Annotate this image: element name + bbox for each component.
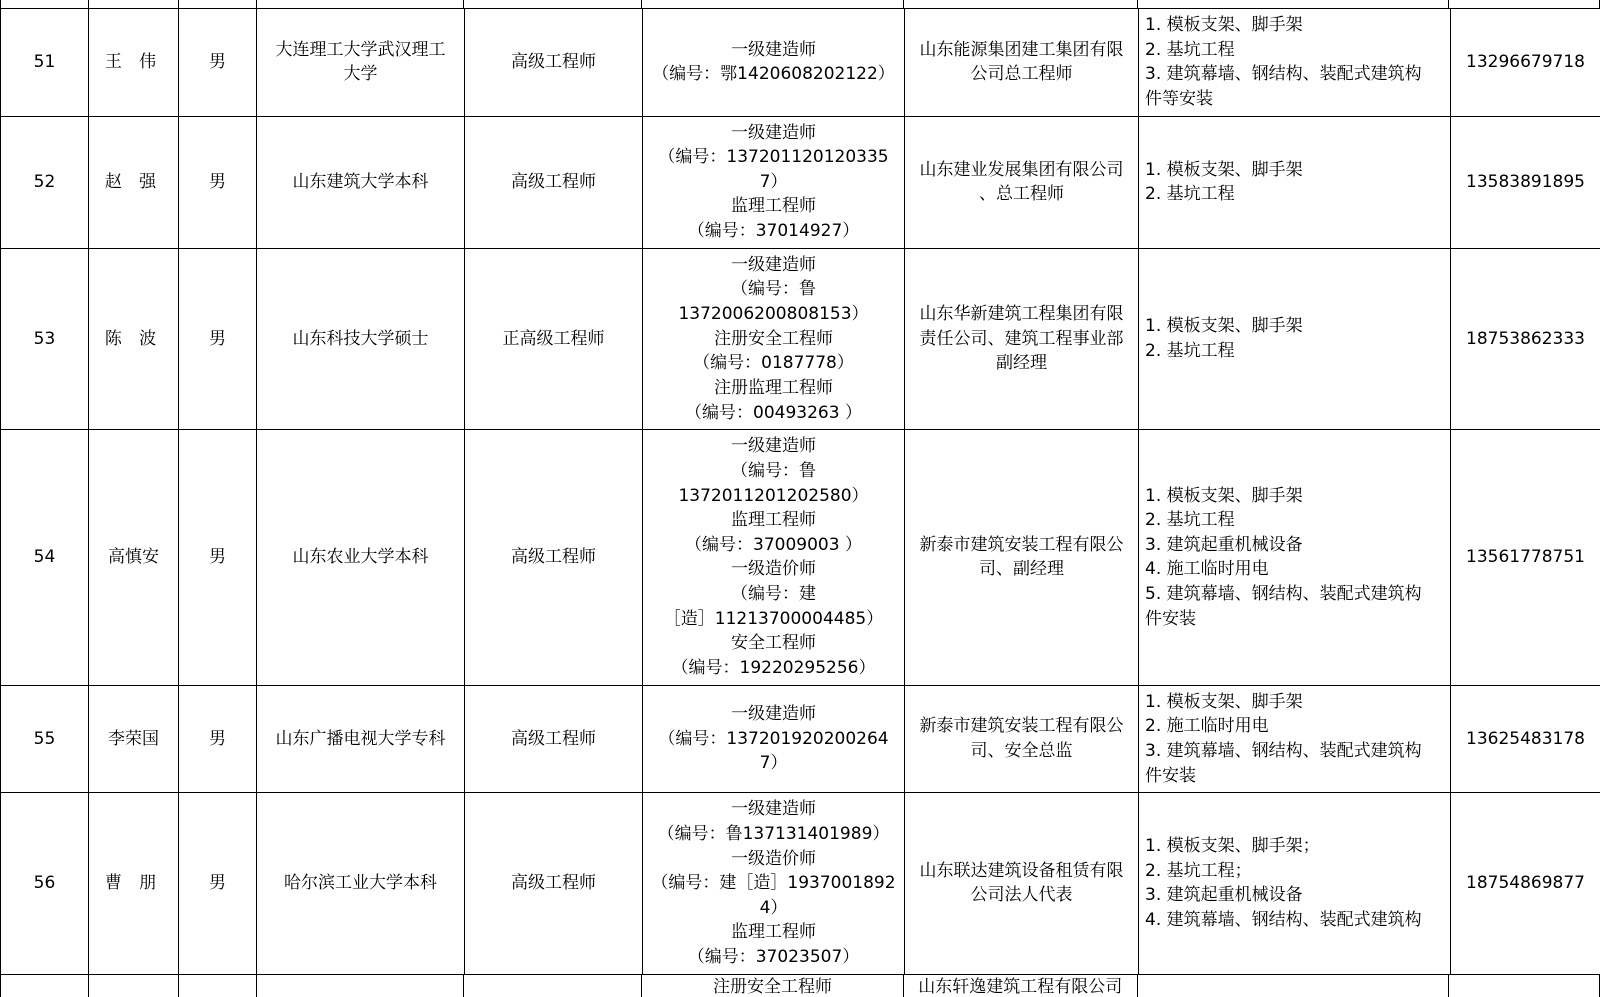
partial-cell-phone xyxy=(1449,0,1599,8)
partial-cell-certs: 注册安全工程师 xyxy=(642,975,904,997)
partial-cell-work: 山东轩逸建筑工程有限公司 xyxy=(904,975,1138,997)
cell-education: 哈尔滨工业大学本科 xyxy=(257,793,465,974)
cell-sex: 男 xyxy=(179,685,257,793)
cell-phone: 18754869877 xyxy=(1451,793,1600,974)
table-row xyxy=(1,116,1600,248)
cell-phone: 13583891895 xyxy=(1451,116,1600,248)
cell-index: 54 xyxy=(1,430,89,685)
table-row xyxy=(1,685,1600,793)
cell-sex: 男 xyxy=(179,9,257,117)
cell-phone: 13561778751 xyxy=(1451,430,1600,685)
cell-scope: 1. 模板支架、脚手架 2. 基坑工程 3. 建筑幕墙、钢结构、装配式建筑构 件等安装 xyxy=(1139,9,1451,117)
cell-certs: 一级建造师 （编号：鲁 1372011201202580） 监理工程师 （编号：37009003 ） 一级造价师 （编号：建 ［造］11213700004485） 安全工程师 （编号：19220295256） xyxy=(643,430,905,685)
cell-certs: 一级建造师 （编号：鲁 1372006200808153） 注册安全工程师 （编号：0187778） 注册监理工程师 （编号：00493263 ） xyxy=(643,248,905,429)
cell-sex: 男 xyxy=(179,248,257,429)
cell-scope: 1. 模板支架、脚手架 2. 基坑工程 xyxy=(1139,116,1451,248)
partial-cell-certs xyxy=(642,0,904,8)
cell-index: 52 xyxy=(1,116,89,248)
cell-work: 新泰市建筑安装工程有限公 司、副经理 xyxy=(905,430,1139,685)
cell-certs: 一级建造师 （编号：鲁137131401989） 一级造价师 （编号：建［造］19370018924） 监理工程师 （编号：37023507） xyxy=(643,793,905,974)
cell-certs: 一级建造师 （编号：1372011201203357） 监理工程师 （编号：37014927） xyxy=(643,116,905,248)
cell-education: 大连理工大学武汉理工 大学 xyxy=(257,9,465,117)
cell-work: 山东华新建筑工程集团有限 责任公司、建筑工程事业部 副经理 xyxy=(905,248,1139,429)
cell-scope: 1. 模板支架、脚手架 2. 基坑工程 3. 建筑起重机械设备 4. 施工临时用电 5. 建筑幕墙、钢结构、装配式建筑构 件安装 xyxy=(1139,430,1451,685)
cell-education: 山东科技大学硕士 xyxy=(257,248,465,429)
partial-cell-name xyxy=(89,0,179,8)
partial-cell-title xyxy=(464,0,642,8)
cell-certs: 一级建造师 （编号：1372019202002647） xyxy=(643,685,905,793)
cell-sex: 男 xyxy=(179,793,257,974)
cell-title: 正高级工程师 xyxy=(465,248,643,429)
cell-name: 李荣国 xyxy=(89,685,179,793)
partial-cell-phone xyxy=(1449,975,1599,997)
partial-cell-education xyxy=(257,975,465,997)
cell-index: 51 xyxy=(1,9,89,117)
cell-index: 55 xyxy=(1,685,89,793)
table-top-partial-row xyxy=(0,0,1600,8)
cell-name: 赵 强 xyxy=(89,116,179,248)
cell-scope: 1. 模板支架、脚手架 2. 基坑工程 xyxy=(1139,248,1451,429)
partial-cell-sex xyxy=(179,0,257,8)
cell-sex: 男 xyxy=(179,430,257,685)
partial-cell-index xyxy=(1,975,89,997)
table-row xyxy=(1,430,1600,685)
cell-scope: 1. 模板支架、脚手架； 2. 基坑工程； 3. 建筑起重机械设备 4. 建筑幕墙、钢结构、装配式建筑构 xyxy=(1139,793,1451,974)
cell-name: 高慎安 xyxy=(89,430,179,685)
partial-cell-title xyxy=(464,975,642,997)
cell-title: 高级工程师 xyxy=(465,430,643,685)
cell-education: 山东建筑大学本科 xyxy=(257,116,465,248)
table-row xyxy=(1,248,1600,429)
cell-title: 高级工程师 xyxy=(465,9,643,117)
partial-cell-scope xyxy=(1138,975,1450,997)
cell-title: 高级工程师 xyxy=(465,793,643,974)
cell-scope: 1. 模板支架、脚手架 2. 施工临时用电 3. 建筑幕墙、钢结构、装配式建筑构 件安装 xyxy=(1139,685,1451,793)
partial-cell-index xyxy=(1,0,89,8)
partial-cell-scope xyxy=(1138,0,1450,8)
cell-certs: 一级建造师 （编号：鄂1420608202122） xyxy=(643,9,905,117)
cell-work: 山东建业发展集团有限公司 、总工程师 xyxy=(905,116,1139,248)
table-bottom-partial-row xyxy=(0,975,1600,997)
cell-phone: 18753862333 xyxy=(1451,248,1600,429)
cell-name: 曹 朋 xyxy=(89,793,179,974)
cell-name: 陈 波 xyxy=(89,248,179,429)
partial-cell-education xyxy=(257,0,465,8)
cell-name: 王 伟 xyxy=(89,9,179,117)
table-row xyxy=(1,9,1600,117)
cell-work: 山东能源集团建工集团有限 公司总工程师 xyxy=(905,9,1139,117)
cell-education: 山东农业大学本科 xyxy=(257,430,465,685)
cell-work: 新泰市建筑安装工程有限公 司、安全总监 xyxy=(905,685,1139,793)
partial-cell-sex xyxy=(179,975,257,997)
cell-phone: 13296679718 xyxy=(1451,9,1600,117)
cell-title: 高级工程师 xyxy=(465,685,643,793)
cell-education: 山东广播电视大学专科 xyxy=(257,685,465,793)
partial-cell-name xyxy=(89,975,179,997)
personnel-roster-table xyxy=(0,8,1600,975)
cell-work: 山东联达建筑设备租赁有限 公司法人代表 xyxy=(905,793,1139,974)
cell-title: 高级工程师 xyxy=(465,116,643,248)
cell-index: 53 xyxy=(1,248,89,429)
cell-index: 56 xyxy=(1,793,89,974)
cell-phone: 13625483178 xyxy=(1451,685,1600,793)
partial-cell-work xyxy=(904,0,1138,8)
cell-sex: 男 xyxy=(179,116,257,248)
table-row xyxy=(1,793,1600,974)
